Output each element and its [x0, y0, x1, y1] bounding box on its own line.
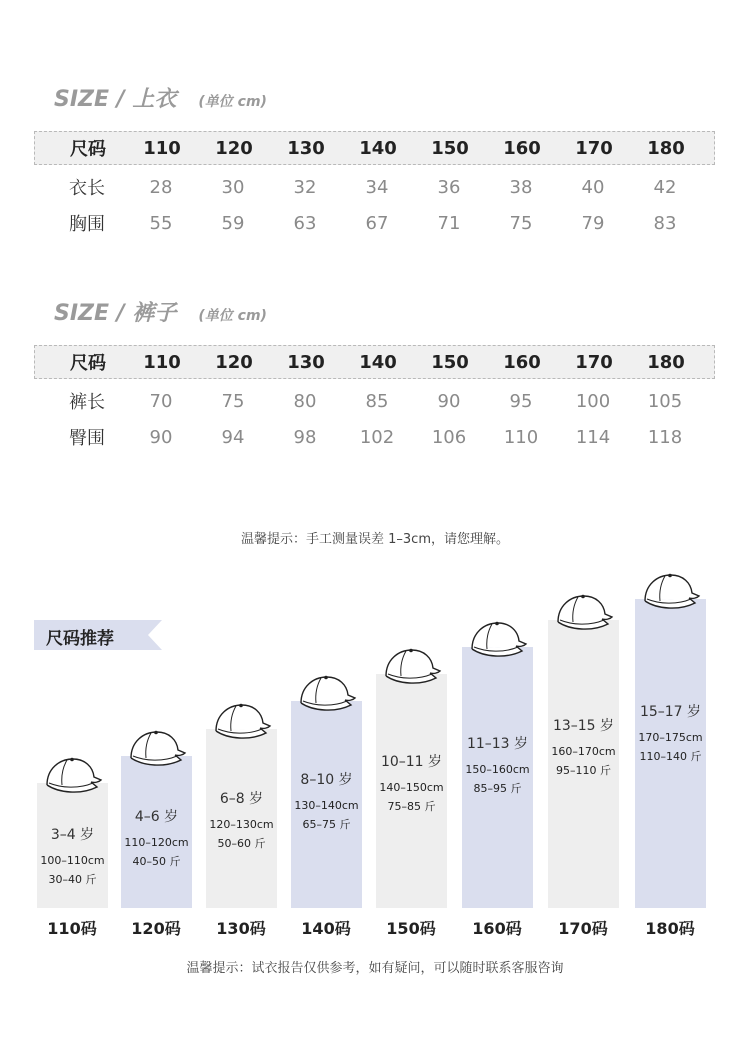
table-cell: 75: [221, 390, 245, 412]
height-range: 160–170cm: [551, 745, 616, 758]
size-130: 130: [287, 351, 325, 373]
size-code-label: 140码: [301, 919, 351, 938]
table-cell: 102: [359, 426, 395, 448]
size-bar-7: [635, 599, 706, 908]
tops-size-table: [34, 131, 715, 241]
age-range: 10–11 岁: [380, 754, 443, 770]
weight-range: 75–85 斤: [387, 800, 436, 813]
cap-icon: [295, 673, 357, 715]
table-cell: 70: [149, 390, 173, 412]
table-cell: 98: [293, 426, 317, 448]
size-code-label: 180码: [645, 919, 695, 938]
table-cell: 94: [221, 426, 245, 448]
table-cell: 75: [509, 212, 533, 234]
header-label: 尺码: [70, 353, 106, 374]
height-range: 100–110cm: [40, 854, 105, 867]
table-cell: 30: [221, 176, 245, 198]
size-bar-3: [291, 701, 362, 908]
size-bar-1: [121, 756, 192, 908]
cap-icon: [210, 701, 272, 743]
size-bar-2: [206, 729, 277, 908]
size-120: 120: [215, 351, 253, 373]
size-110: 110: [143, 351, 181, 373]
size-code-label: 120码: [131, 919, 181, 938]
header-label: 尺码: [70, 139, 106, 160]
table-cell: 42: [653, 176, 677, 198]
size-150: 150: [431, 351, 469, 373]
size-code-label: 130码: [216, 919, 266, 938]
height-range: 110–120cm: [124, 836, 189, 849]
cap-icon: [552, 592, 614, 634]
pants-section-title: [54, 296, 267, 326]
tops-title: SIZE / 上衣: [54, 87, 177, 112]
tops-unit: (单位 cm): [198, 94, 267, 110]
table-cell: 95: [509, 390, 533, 412]
cap-icon: [639, 571, 701, 613]
size-160: 160: [503, 351, 541, 373]
table-cell: 55: [149, 212, 173, 234]
weight-range: 40–50 斤: [132, 855, 181, 868]
cap-icon: [41, 755, 103, 797]
pants-unit: (单位 cm): [198, 308, 267, 324]
size-130: 130: [287, 137, 325, 159]
table-cell: 71: [437, 212, 461, 234]
table-row: [34, 383, 715, 419]
height-range: 140–150cm: [379, 781, 444, 794]
table-cell: 106: [431, 426, 467, 448]
table-cell: 90: [437, 390, 461, 412]
table-cell: 67: [365, 212, 389, 234]
recommend-label: 尺码推荐: [46, 629, 114, 649]
row-label: 衣长: [69, 178, 105, 199]
row-label: 裤长: [69, 392, 105, 413]
size-180: 180: [647, 137, 685, 159]
pants-size-table: [34, 345, 715, 455]
weight-range: 50–60 斤: [217, 837, 266, 850]
recommend-tag: [34, 620, 162, 650]
cap-icon: [125, 728, 187, 770]
size-code-label: 150码: [386, 919, 436, 938]
table-cell: 63: [293, 212, 317, 234]
table-cell: 59: [221, 212, 245, 234]
table-cell: 79: [581, 212, 605, 234]
weight-range: 85–95 斤: [473, 782, 522, 795]
weight-range: 95–110 斤: [556, 764, 611, 777]
height-range: 170–175cm: [638, 731, 703, 744]
weight-range: 65–75 斤: [302, 818, 351, 831]
table-cell: 28: [149, 176, 173, 198]
table-cell: 34: [365, 176, 389, 198]
pants-title: SIZE / 裤子: [54, 301, 177, 326]
row-label: 胸围: [69, 214, 105, 235]
table-cell: 40: [581, 176, 605, 198]
tops-table-header: [34, 131, 715, 165]
height-range: 130–140cm: [294, 799, 359, 812]
table-cell: 83: [653, 212, 677, 234]
size-code-label: 170码: [558, 919, 608, 938]
weight-range: 110–140 斤: [639, 750, 702, 763]
measurement-tip: 温馨提示：手工测量误差 1–3cm，请您理解。: [241, 532, 509, 547]
table-row: [34, 419, 715, 455]
age-range: 15–17 岁: [639, 704, 702, 720]
row-label: 臀围: [69, 428, 105, 449]
weight-range: 30–40 斤: [48, 873, 97, 886]
size-180: 180: [647, 351, 685, 373]
table-cell: 85: [365, 390, 389, 412]
size-bar-6: [548, 620, 619, 908]
table-cell: 32: [293, 176, 317, 198]
size-170: 170: [575, 137, 613, 159]
size-bar-4: [376, 674, 447, 908]
cap-icon: [466, 619, 528, 661]
table-row: [34, 205, 715, 241]
table-cell: 118: [647, 426, 683, 448]
age-range: 3–4 岁: [50, 827, 95, 843]
age-range: 8–10 岁: [300, 772, 353, 788]
height-range: 150–160cm: [465, 763, 530, 776]
size-150: 150: [431, 137, 469, 159]
table-cell: 80: [293, 390, 317, 412]
age-range: 4–6 岁: [134, 809, 179, 825]
size-160: 160: [503, 137, 541, 159]
tops-section-title: [54, 82, 267, 112]
pants-table-header: [34, 345, 715, 379]
fitting-tip: 温馨提示：试衣报告仅供参考，如有疑问，可以随时联系客服咨询: [186, 961, 564, 976]
age-range: 13–15 岁: [552, 718, 615, 734]
size-120: 120: [215, 137, 253, 159]
cap-icon: [380, 646, 442, 688]
table-cell: 36: [437, 176, 461, 198]
height-range: 120–130cm: [209, 818, 274, 831]
table-cell: 38: [509, 176, 533, 198]
size-140: 140: [359, 137, 397, 159]
size-code-label: 160码: [472, 919, 522, 938]
table-cell: 100: [575, 390, 611, 412]
table-row: [34, 169, 715, 205]
table-cell: 114: [575, 426, 611, 448]
table-cell: 105: [647, 390, 683, 412]
size-bar-0: [37, 783, 108, 908]
age-range: 6–8 岁: [219, 791, 264, 807]
table-cell: 110: [503, 426, 539, 448]
size-140: 140: [359, 351, 397, 373]
size-170: 170: [575, 351, 613, 373]
age-range: 11–13 岁: [466, 736, 529, 752]
size-bar-5: [462, 647, 533, 908]
table-cell: 90: [149, 426, 173, 448]
size-110: 110: [143, 137, 181, 159]
size-code-label: 110码: [47, 919, 97, 938]
